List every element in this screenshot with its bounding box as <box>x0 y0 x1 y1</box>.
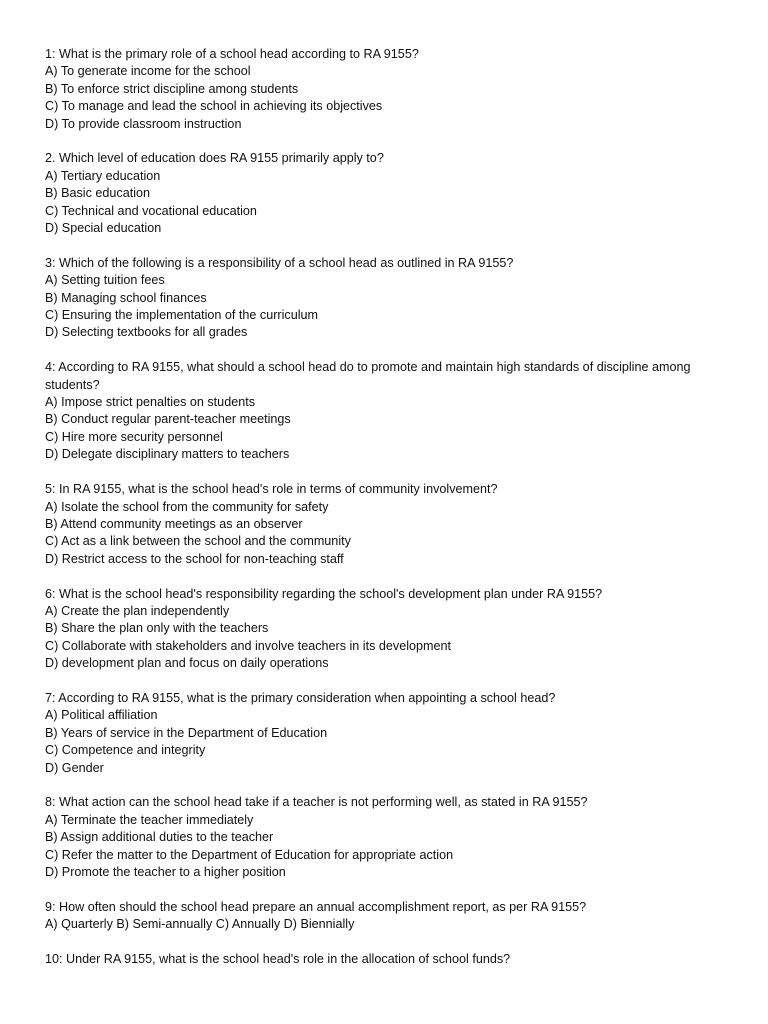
option-d: D) Restrict access to the school for non-teaching staff <box>45 551 344 566</box>
question-9 <box>45 899 725 934</box>
question-text: 6: What is the school head's responsibility regarding the school's development plan under RA 9155? <box>45 586 603 601</box>
question-text: 1: What is the primary role of a school head according to RA 9155? <box>45 47 419 61</box>
question-3 <box>45 255 725 342</box>
question-1 <box>45 46 725 133</box>
option-c: C) Technical and vocational education <box>45 203 257 218</box>
option-c: C) To manage and lead the school in achieving its objectives <box>45 99 383 114</box>
option-b: B) Years of service in the Department of Education <box>45 725 328 740</box>
option-a: A) Terminate the teacher immediately <box>45 812 254 827</box>
option-b: B) Basic education <box>45 186 151 201</box>
option-c: C) Ensuring the implementation of the curriculum <box>45 308 318 323</box>
option-c: C) Competence and integrity <box>45 743 206 758</box>
option-a: A) Impose strict penalties on students <box>45 395 255 410</box>
question-5 <box>45 481 725 568</box>
option-b: B) Share the plan only with the teachers <box>45 621 269 636</box>
option-d: D) To provide classroom instruction <box>45 116 242 131</box>
document-page <box>45 46 725 986</box>
option-d: D) development plan and focus on daily operations <box>45 656 329 671</box>
option-a: A) Create the plan independently <box>45 603 230 618</box>
option-b: B) To enforce strict discipline among students <box>45 81 299 96</box>
question-6 <box>45 586 725 673</box>
question-text: 4: According to RA 9155, what should a school head do to promote and maintain high standards of discipline among students? <box>45 360 691 392</box>
option-b: B) Conduct regular parent-teacher meetings <box>45 412 291 427</box>
option-a: A) Isolate the school from the community for safety <box>45 499 329 514</box>
option-a: A) Tertiary education <box>45 168 161 183</box>
option-b: B) Attend community meetings as an observer <box>45 516 303 531</box>
option-c: C) Collaborate with stakeholders and involve teachers in its development <box>45 638 452 653</box>
option-c: C) Hire more security personnel <box>45 429 223 444</box>
option-b: B) Managing school finances <box>45 290 207 305</box>
option-c: C) Act as a link between the school and the community <box>45 534 351 549</box>
question-text: 2. Which level of education does RA 9155 primarily apply to? <box>45 151 384 166</box>
question-8 <box>45 794 725 881</box>
question-4 <box>45 359 725 463</box>
option-a: A) Setting tuition fees <box>45 273 165 288</box>
question-7 <box>45 690 725 777</box>
question-text: 5: In RA 9155, what is the school head's role in terms of community involvement? <box>45 482 498 497</box>
options-inline: A) Quarterly B) Semi-annually C) Annually D) Biennially <box>45 917 355 932</box>
option-c: C) Refer the matter to the Department of Education for appropriate action <box>45 847 454 862</box>
question-10 <box>45 951 725 968</box>
option-b: B) Assign additional duties to the teacher <box>45 830 274 845</box>
option-d: D) Delegate disciplinary matters to teachers <box>45 447 290 462</box>
question-text: 9: How often should the school head prepare an annual accomplishment report, as per RA 9155? <box>45 899 587 914</box>
question-text: 7: According to RA 9155, what is the primary consideration when appointing a school head? <box>45 690 556 705</box>
option-d: D) Promote the teacher to a higher position <box>45 864 286 879</box>
question-text: 8: What action can the school head take if a teacher is not performing well, as stated in RA 9155? <box>45 795 588 810</box>
option-d: D) Selecting textbooks for all grades <box>45 325 248 340</box>
question-2 <box>45 150 725 237</box>
question-text: 10: Under RA 9155, what is the school head's role in the allocation of school funds? <box>45 951 511 966</box>
option-a: A) To generate income for the school <box>45 64 251 79</box>
option-d: D) Special education <box>45 221 162 236</box>
question-text: 3: Which of the following is a responsibility of a school head as outlined in RA 9155? <box>45 255 514 270</box>
option-d: D) Gender <box>45 760 104 775</box>
option-a: A) Political affiliation <box>45 708 158 723</box>
